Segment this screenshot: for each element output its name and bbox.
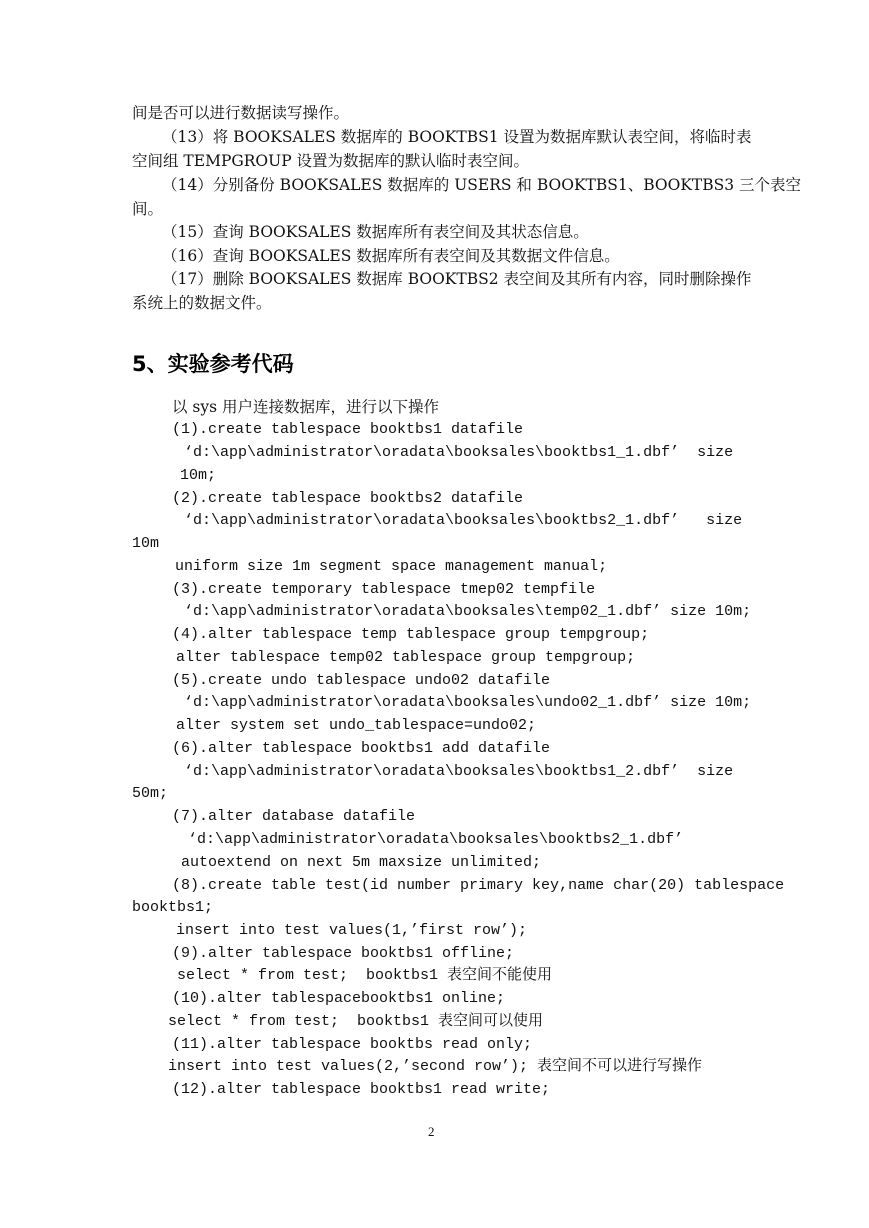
code-line: ‘d:\app\administrator\oradata\booksales\undo02_1.dbf’ size 10m; <box>184 694 752 711</box>
code-line: ‘d:\app\administrator\oradata\booksales\temp02_1.dbf’ size 10m; <box>184 603 752 620</box>
code-line: 50m; <box>132 785 169 802</box>
code-line: uniform size 1m segment space management manual; <box>175 558 608 575</box>
task-item-13-line-2: 空间组 TEMPGROUP 设置为数据库的默认临时表空间。 <box>132 152 530 170</box>
task-item-17-line-1: （17）删除 BOOKSALES 数据库 BOOKTBS2 表空间及其所有内容，同时删除操作 <box>162 270 752 288</box>
code-line: alter system set undo_tablespace=undo02; <box>176 717 537 734</box>
code-line: 10m; <box>180 467 217 484</box>
task-item-16: （16）查询 BOOKSALES 数据库所有表空间及其数据文件信息。 <box>162 247 620 265</box>
code-line: (1).create tablespace booktbs1 datafile <box>172 421 524 438</box>
code-line: (3).create temporary tablespace tmep02 tempfile <box>172 581 596 598</box>
code-line: (2).create tablespace booktbs2 datafile <box>172 490 524 507</box>
task-item-15: （15）查询 BOOKSALES 数据库所有表空间及其状态信息。 <box>162 223 589 241</box>
task-item-14-line-1: （14）分别备份 BOOKSALES 数据库的 USERS 和 BOOKTBS1、BOOKTBS3 三个表空 <box>162 176 802 194</box>
code-line: 10m <box>132 535 160 552</box>
code-line: (9).alter tablespace booktbs1 offline; <box>172 945 515 962</box>
code-intro: 以 sys 用户连接数据库，进行以下操作 <box>172 398 440 416</box>
code-line: ‘d:\app\administrator\oradata\booksales\booktbs2_1.dbf’ <box>188 831 684 848</box>
code-line: (5).create undo tablespace undo02 datafile <box>172 672 551 689</box>
code-line: ‘d:\app\administrator\oradata\booksales\booktbs1_1.dbf’ size <box>184 444 734 461</box>
code-line: select * from test; booktbs1 表空间不能使用 <box>177 967 553 984</box>
code-line: (4).alter tablespace temp tablespace group tempgroup; <box>172 626 650 643</box>
code-line: (11).alter tablespace booktbs read only; <box>172 1036 533 1053</box>
code-line: insert into test values(2,’second row’); 表空间不可以进行写操作 <box>168 1058 703 1075</box>
code-line: (6).alter tablespace booktbs1 add datafile <box>172 740 551 757</box>
code-line: ‘d:\app\administrator\oradata\booksales\booktbs1_2.dbf’ size <box>184 763 734 780</box>
code-line: (8).create table test(id number primary key,name char(20) tablespace <box>172 877 785 894</box>
code-line: alter tablespace temp02 tablespace group tempgroup; <box>176 649 636 666</box>
code-line: (12).alter tablespace booktbs1 read write; <box>172 1081 551 1098</box>
task-intro-tail: 间是否可以进行数据读写操作。 <box>132 104 350 122</box>
code-line: (10).alter tablespacebooktbs1 online; <box>172 990 506 1007</box>
code-line: insert into test values(1,’first row’); <box>176 922 528 939</box>
code-line: ‘d:\app\administrator\oradata\booksales\booktbs2_1.dbf’ size <box>184 512 743 529</box>
code-line: booktbs1; <box>132 899 214 916</box>
code-line: (7).alter database datafile <box>172 808 416 825</box>
task-item-17-line-2: 系统上的数据文件。 <box>132 294 272 312</box>
code-line: select * from test; booktbs1 表空间可以使用 <box>168 1013 544 1030</box>
task-item-13-line-1: （13）将 BOOKSALES 数据库的 BOOKTBS1 设置为数据库默认表空间，将临时表 <box>162 128 752 146</box>
page-number: 2 <box>428 1124 435 1139</box>
section-heading: 5、实验参考代码 <box>132 352 294 376</box>
task-item-14-line-2: 间。 <box>132 200 164 218</box>
code-line: autoextend on next 5m maxsize unlimited; <box>181 854 542 871</box>
